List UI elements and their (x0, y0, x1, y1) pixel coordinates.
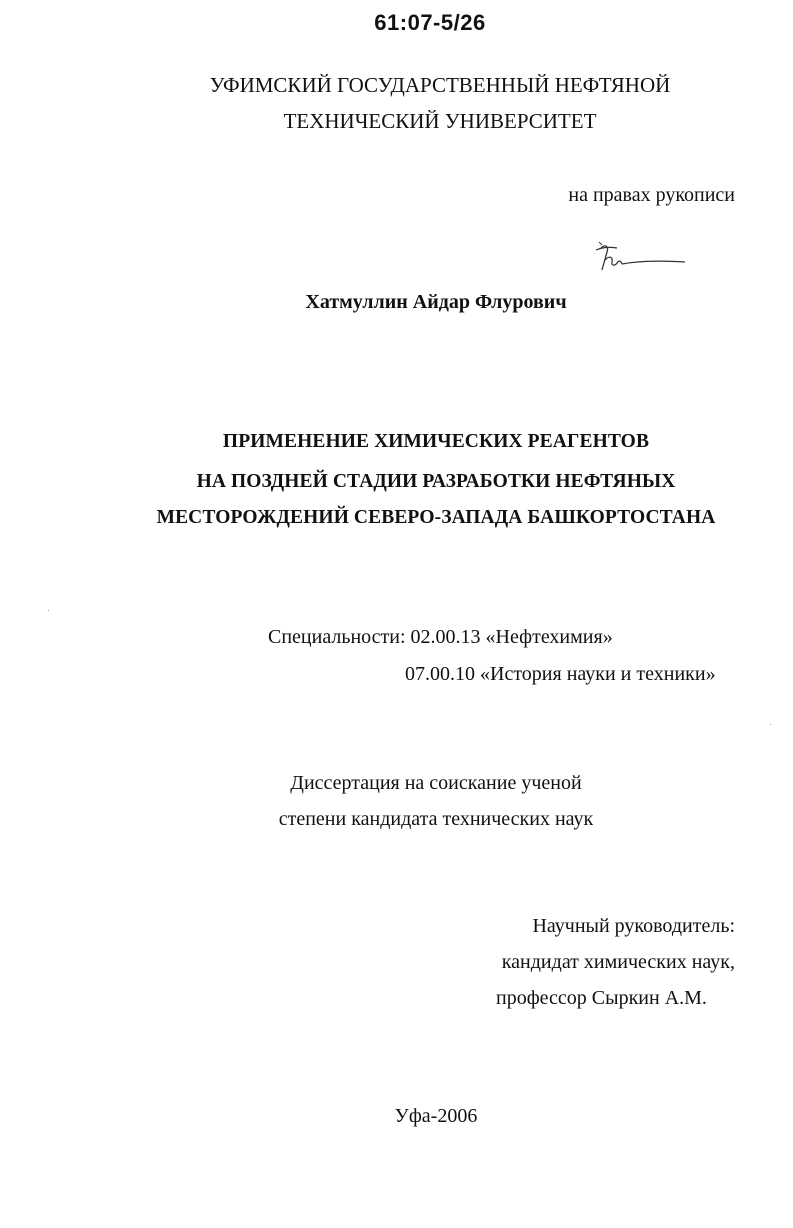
rights-note: на правах рукописи (568, 184, 735, 206)
advisor-name: профессор Сыркин А.М. (496, 987, 707, 1009)
university-name-line-1: УФИМСКИЙ ГОСУДАРСТВЕННЫЙ НЕФТЯНОЙ (209, 73, 671, 97)
thesis-title-line-2: НА ПОЗДНЕЙ СТАДИИ РАЗРАБОТКИ НЕФТЯНЫХ (196, 471, 676, 492)
university-name-line-2: ТЕХНИЧЕСКИЙ УНИВЕРСИТЕТ (283, 109, 597, 133)
thesis-title-line-1: ПРИМЕНЕНИЕ ХИМИЧЕСКИХ РЕАГЕНТОВ (222, 431, 650, 452)
advisor-heading: Научный руководитель: (532, 915, 735, 937)
specialty-line-2: 07.00.10 «История науки и техники» (405, 663, 716, 685)
dissertation-line-1: Диссертация на соискание ученой (290, 772, 582, 794)
scan-speck (770, 724, 771, 725)
archive-code: 61:07-5/26 (374, 10, 486, 35)
place-year: Уфа-2006 (394, 1105, 478, 1127)
signature-icon (593, 238, 693, 276)
specialty-line-1: Специальности: 02.00.13 «Нефтехимия» (268, 626, 613, 648)
scan-speck (48, 610, 49, 611)
dissertation-line-2: степени кандидата технических наук (278, 808, 594, 830)
advisor-degree: кандидат химических наук, (501, 951, 735, 973)
thesis-title-line-3: МЕСТОРОЖДЕНИЙ СЕВЕРО-ЗАПАДА БАШКОРТОСТАНА (156, 507, 716, 528)
author-name: Хатмуллин Айдар Флурович (305, 291, 567, 313)
